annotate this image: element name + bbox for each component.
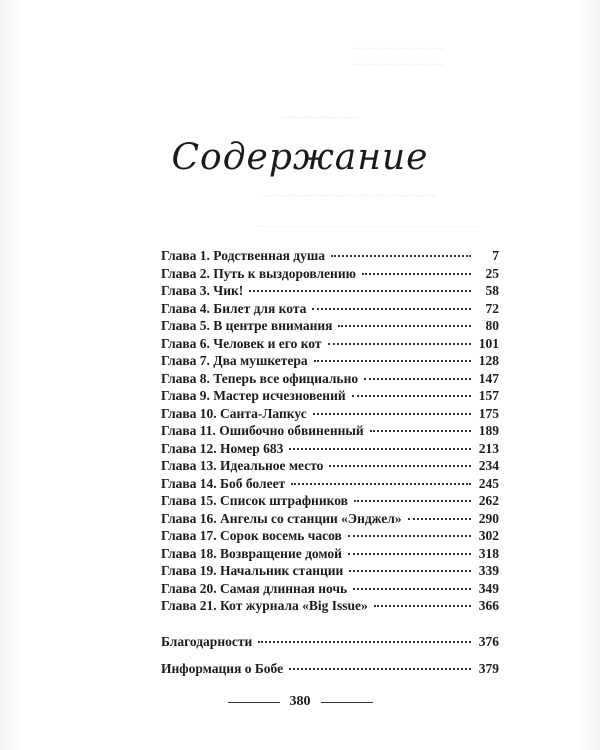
toc-entry-page: 339 xyxy=(478,563,499,578)
toc-entry-page: 366 xyxy=(478,598,499,613)
toc-entry-label: Глава 16. Ангелы со станции «Энджел» xyxy=(161,510,402,526)
toc-entry-page: 189 xyxy=(478,423,499,438)
toc-entry-page: 213 xyxy=(478,440,499,456)
dot-leader xyxy=(291,483,471,485)
toc-entry xyxy=(161,475,499,493)
footer-rule-left xyxy=(228,702,280,703)
toc-entry-label: Глава 4. Билет для кота xyxy=(161,300,307,316)
toc-entry-page: 318 xyxy=(478,545,499,561)
toc-entry-label: Глава 10. Санта-Лапкус xyxy=(161,405,307,421)
dot-leader xyxy=(349,570,471,572)
toc-entry-label: Глава 3. Чик! xyxy=(161,283,244,298)
toc-entry-label: Глава 9. Мастер исчезновений xyxy=(161,388,346,403)
dot-leader xyxy=(353,588,471,590)
toc-entry-page: 262 xyxy=(478,493,499,508)
dot-leader xyxy=(331,255,471,257)
toc-entry-label: Глава 7. Два мушкетера xyxy=(161,353,308,368)
toc-entry-page: 128 xyxy=(478,353,499,368)
toc-entry xyxy=(161,247,499,265)
toc-entry-label: Глава 21. Кот журнала «Big Issue» xyxy=(161,598,368,613)
toc-entry-page: 234 xyxy=(478,458,499,473)
dot-leader xyxy=(289,668,471,670)
toc-entry-label: Глава 15. Список штрафников xyxy=(161,493,348,508)
toc-entry-label: Глава 1. Родственная душа xyxy=(161,248,326,263)
toc-entry-label: Глава 11. Ошибочно обвиненный xyxy=(161,423,364,438)
toc-entry-page: 379 xyxy=(478,661,499,676)
dot-leader xyxy=(352,395,471,397)
toc-entry xyxy=(161,580,499,598)
toc-entry-label: Глава 6. Человек и его кот xyxy=(161,335,322,351)
toc-entry-label: Глава 20. Самая длинная ночь xyxy=(161,580,348,596)
toc-entry-page: 349 xyxy=(478,580,499,596)
toc-entry xyxy=(161,265,499,283)
toc-entry xyxy=(161,370,499,388)
toc-entry-page: 147 xyxy=(478,370,499,386)
page-footer xyxy=(0,694,600,710)
dot-leader xyxy=(374,605,471,607)
toc-entry xyxy=(161,422,499,440)
dot-leader xyxy=(313,413,471,415)
toc-entry xyxy=(161,597,499,615)
dot-leader xyxy=(329,465,471,467)
toc-entry xyxy=(161,317,499,335)
toc-entry-label: Глава 19. Начальник станции xyxy=(161,563,344,578)
toc-entry xyxy=(161,282,499,300)
table-of-contents xyxy=(161,247,499,615)
toc-entry-page: 290 xyxy=(478,510,499,526)
toc-entry-label: Глава 12. Номер 683 xyxy=(161,440,284,456)
toc-entry-page: 101 xyxy=(478,335,499,351)
toc-entry-label: Глава 17. Сорок восемь часов xyxy=(161,528,342,543)
toc-entry xyxy=(161,440,499,458)
dot-leader xyxy=(354,500,471,502)
toc-entry xyxy=(161,510,499,528)
toc-entry-label: Глава 13. Идеальное место xyxy=(161,458,324,473)
toc-entry-page: 302 xyxy=(478,528,499,543)
toc-entry-about-bob xyxy=(161,659,499,679)
dot-leader xyxy=(249,290,471,292)
toc-entry-page: 175 xyxy=(478,405,499,421)
toc-entry-page: 25 xyxy=(485,265,499,281)
dot-leader xyxy=(289,448,471,450)
toc-entry xyxy=(161,300,499,318)
bleed-through-text: ~~~~~~~~~~~~~~ xyxy=(282,113,358,124)
toc-entry-label: Информация о Бобе xyxy=(161,661,284,676)
bleed-through-text: ~~~~~~~~~~~~~~~~~~~~~~~~~~~~~~~~ xyxy=(262,191,436,202)
footer-rule-right xyxy=(321,702,373,703)
dot-leader xyxy=(362,273,471,275)
toc-entry xyxy=(161,387,499,405)
toc-entry-acknowledgements xyxy=(161,632,499,652)
toc-entry xyxy=(161,405,499,423)
dot-leader xyxy=(348,535,471,537)
toc-entry-page: 7 xyxy=(492,248,499,263)
toc-entry-page: 245 xyxy=(478,475,499,491)
toc-entry xyxy=(161,527,499,545)
page-number: 380 xyxy=(289,694,311,709)
dot-leader xyxy=(314,360,471,362)
toc-entry-label: Глава 5. В центре внимания xyxy=(161,318,333,333)
dot-leader xyxy=(348,553,471,555)
toc-entry-page: 157 xyxy=(478,388,499,403)
toc-entry xyxy=(161,457,499,475)
dot-leader xyxy=(338,325,471,327)
bleed-through-line xyxy=(258,226,476,227)
dot-leader xyxy=(364,378,471,380)
toc-entry-page: 72 xyxy=(485,300,499,316)
toc-entry-page: 80 xyxy=(485,318,499,333)
toc-entry-label: Глава 14. Боб болеет xyxy=(161,475,286,491)
toc-entry-label: Глава 2. Путь к выздоровлению xyxy=(161,265,356,281)
toc-entry xyxy=(161,545,499,563)
bleed-through-text: ~~~~~~~~~~~~~~~~~ xyxy=(352,60,444,71)
toc-entry-label: Глава 8. Теперь все официально xyxy=(161,370,359,386)
toc-entry xyxy=(161,335,499,353)
toc-entry-page: 58 xyxy=(485,283,499,298)
dot-leader xyxy=(408,518,471,520)
toc-entry xyxy=(161,352,499,370)
toc-entry-label: Глава 18. Возвращение домой xyxy=(161,545,342,561)
toc-entry xyxy=(161,562,499,580)
dot-leader xyxy=(328,343,472,345)
dot-leader xyxy=(312,308,471,310)
dot-leader xyxy=(258,641,471,643)
toc-entry xyxy=(161,492,499,510)
toc-entry-label: Благодарности xyxy=(161,634,253,649)
bleed-through-text: ~~~~~~~~~~~~~~~~~ xyxy=(352,44,444,55)
page-title: Содержание xyxy=(171,137,429,178)
dot-leader xyxy=(370,430,471,432)
toc-entry-page: 376 xyxy=(478,634,499,649)
